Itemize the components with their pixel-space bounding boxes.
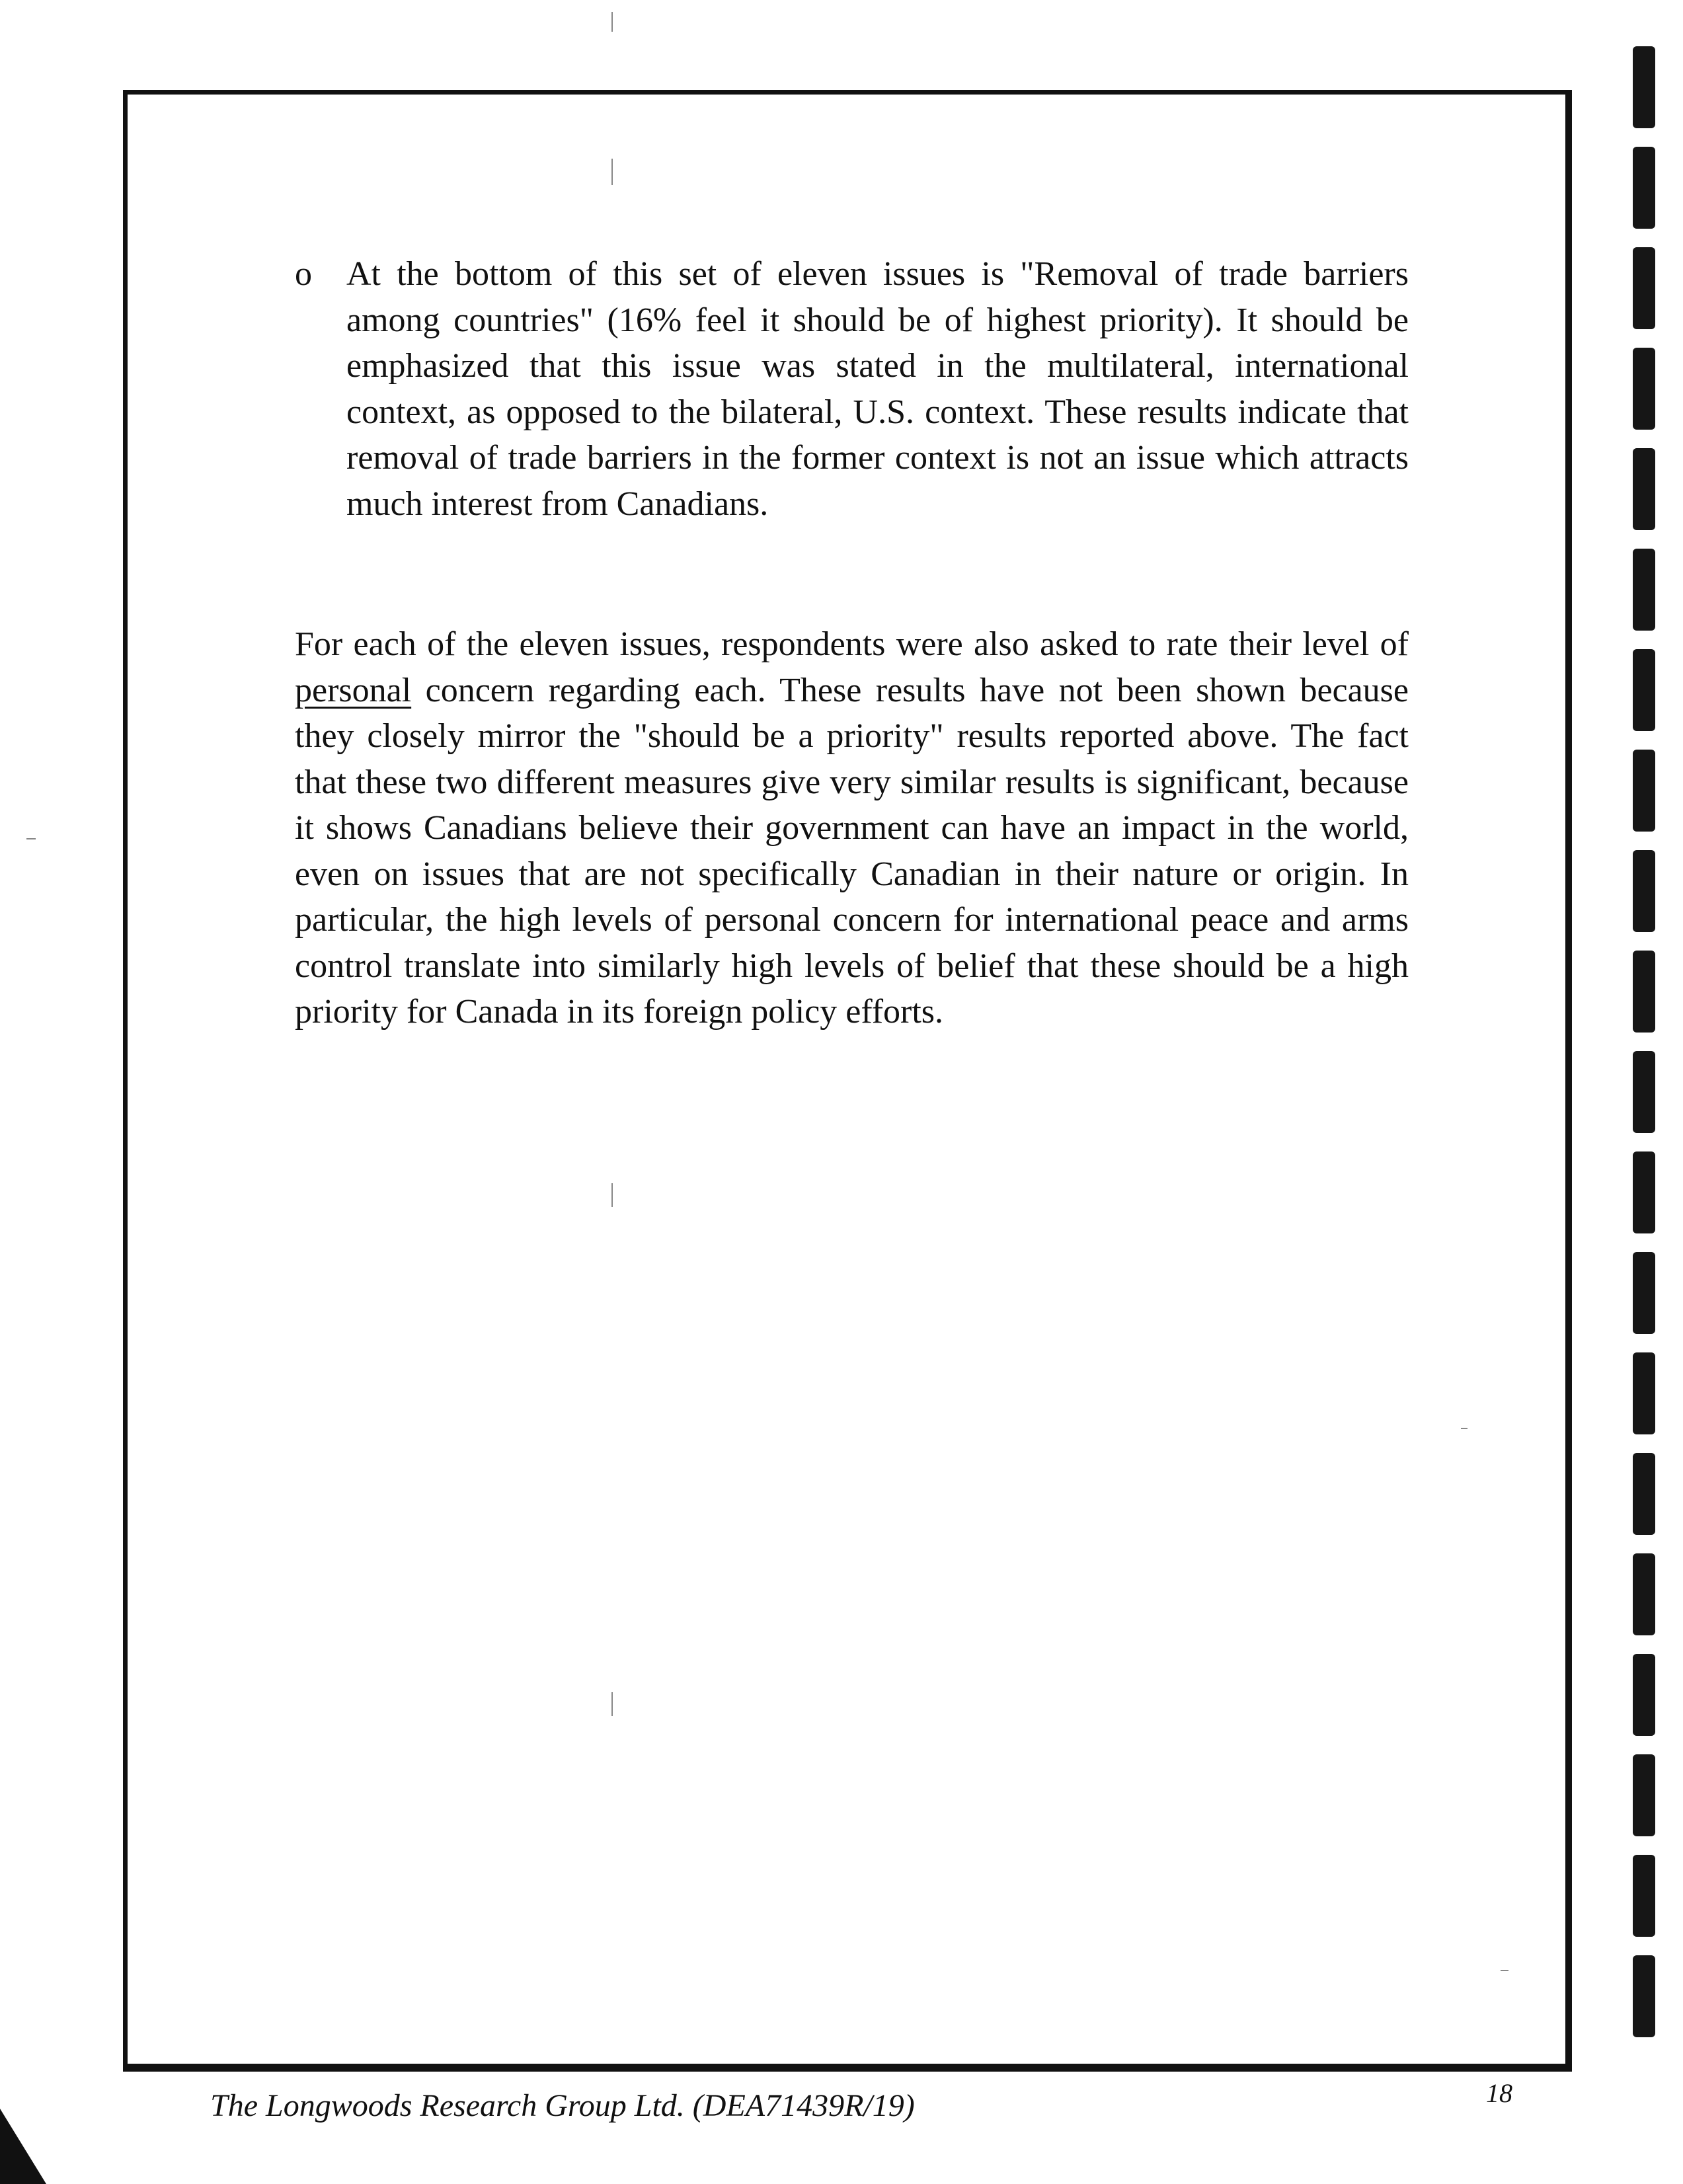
binding-hole (1633, 1453, 1655, 1535)
bullet-marker: o (295, 255, 312, 293)
scan-mark (611, 159, 613, 185)
paragraph-text-end: concern regarding each. These results have not been shown because they closely mirror the "should be a priority" results reported above. The fact that these two different measures give very similar results is significant, because it shows Canadians believe their government can have an impact in the world, even on issues that are not specifically Canadian in their nature or origin. In particular, the high levels of personal concern for international peace and arms control translate into similarly high levels of belief that these should be a high priority for Canada in its foreign policy efforts. (295, 671, 1409, 1031)
binding-hole (1633, 1654, 1655, 1736)
binding-hole (1633, 1352, 1655, 1434)
scan-corner-shadow (0, 2109, 46, 2184)
bullet-item (295, 251, 1409, 527)
underlined-word: personal (295, 671, 412, 709)
binding-hole (1633, 649, 1655, 731)
binding-hole (1633, 348, 1655, 430)
binding-hole (1633, 1855, 1655, 1937)
binding-hole (1633, 1051, 1655, 1133)
binding-hole (1633, 1754, 1655, 1836)
scan-mark (26, 838, 36, 839)
scan-mark (611, 1183, 613, 1207)
scan-mark (611, 12, 613, 32)
bullet-text: At the bottom of this set of eleven issues is "Removal of trade barriers among countries" (16% feel it should be of highest priority). It should be emphasized that this issue was stated in the multilateral, international context, as opposed to the bilateral, U.S. context. These results indicate that removal of trade barriers in the former context is not an issue which attracts much interest from Canadians. (346, 255, 1409, 523)
page-number: 18 (1486, 2078, 1512, 2108)
binding-hole (1633, 46, 1655, 128)
binding-strip (1633, 0, 1659, 2184)
binding-hole (1633, 750, 1655, 832)
binding-hole (1633, 1151, 1655, 1233)
binding-hole (1633, 850, 1655, 932)
scan-mark (1461, 1428, 1468, 1429)
binding-hole (1633, 147, 1655, 229)
binding-hole (1633, 1252, 1655, 1334)
scan-mark (1501, 1970, 1508, 1971)
binding-hole (1633, 247, 1655, 329)
binding-hole (1633, 1553, 1655, 1635)
binding-hole (1633, 549, 1655, 631)
scan-mark (611, 1692, 613, 1716)
binding-hole (1633, 1955, 1655, 2037)
paragraph-text-start: For each of the eleven issues, respondents were also asked to rate their level of (295, 625, 1409, 663)
footer-organization: The Longwoods Research Group Ltd. (DEA71439R/19) (210, 2088, 915, 2123)
binding-hole (1633, 951, 1655, 1033)
binding-hole (1633, 448, 1655, 530)
body-paragraph (295, 621, 1409, 1035)
